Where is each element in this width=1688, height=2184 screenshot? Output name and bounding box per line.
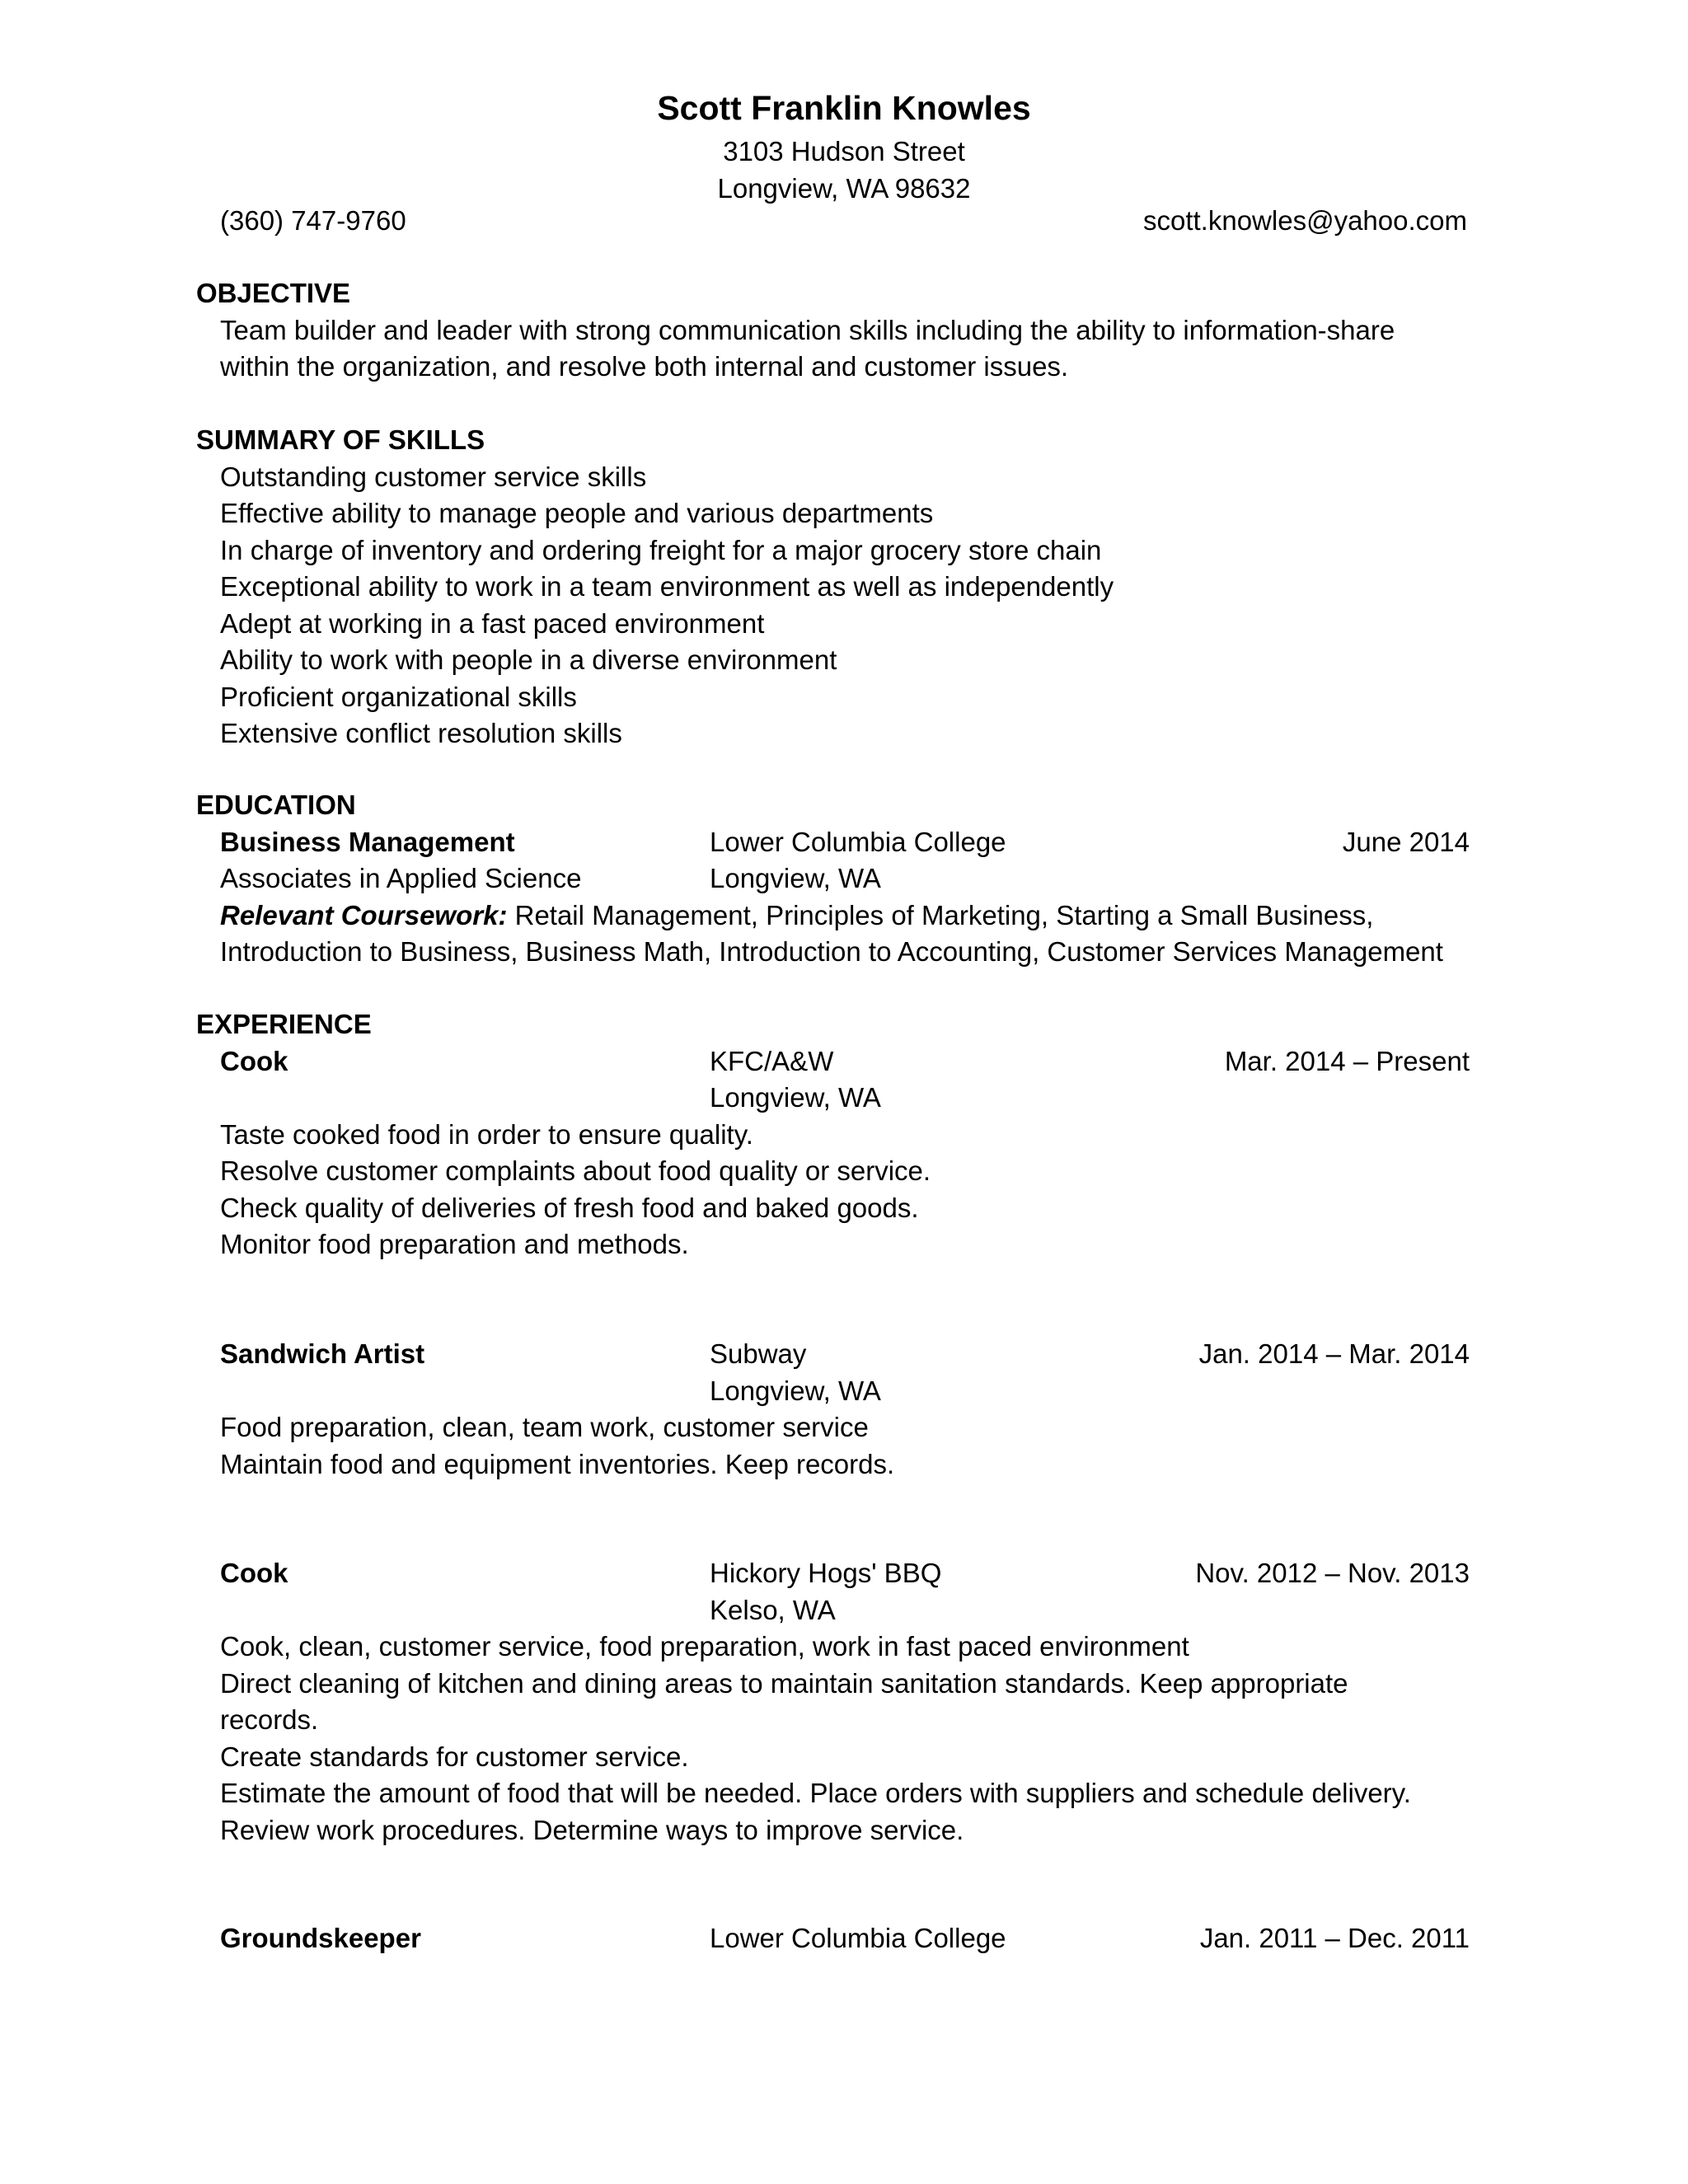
graduation-date: June 2014 xyxy=(1342,826,1470,857)
objective-text-line: Team builder and leader with strong communication skills including the ability to information-share xyxy=(220,314,1395,345)
job-title: Cook xyxy=(220,1045,288,1076)
job-duty: Food preparation, clean, team work, customer service xyxy=(220,1412,869,1442)
job-header-row xyxy=(220,1336,1470,1373)
job-duty: records. xyxy=(220,1704,319,1735)
coursework-line: Introduction to Business, Business Math, Introduction to Accounting, Customer Services Management xyxy=(220,936,1443,967)
skill-item: Effective ability to manage people and various departments xyxy=(220,498,934,528)
education-section xyxy=(196,787,1470,971)
coursework-label: Relevant Coursework: xyxy=(220,899,508,930)
city-state-zip: Longview, WA 98632 xyxy=(717,172,971,204)
job-location-row xyxy=(220,1080,1470,1117)
job-header-row xyxy=(220,1555,1470,1592)
skill-item: Exceptional ability to work in a team environment as well as independently xyxy=(220,571,1114,602)
skill-item: Ability to work with people in a diverse environment xyxy=(220,644,837,675)
job-duty: Monitor food preparation and methods. xyxy=(220,1229,689,1259)
job-location: Kelso, WA xyxy=(710,1594,836,1625)
job-location-row xyxy=(220,1592,1470,1629)
job-location: Longview, WA xyxy=(710,1375,881,1406)
degree-name: Business Management xyxy=(220,826,515,857)
job-duty: Create standards for customer service. xyxy=(220,1741,689,1772)
objective-text-line: within the organization, and resolve both internal and customer issues. xyxy=(220,351,1069,382)
job-duty: Check quality of deliveries of fresh food and baked goods. xyxy=(220,1192,919,1223)
education-row xyxy=(220,824,1470,861)
experience-section xyxy=(196,1006,1470,1263)
job-dates: Nov. 2012 – Nov. 2013 xyxy=(1195,1558,1470,1588)
job-duty: Review work procedures. Determine ways to improve service. xyxy=(220,1814,964,1845)
job-duty: Taste cooked food in order to ensure quality. xyxy=(220,1118,753,1150)
experience-heading: EXPERIENCE xyxy=(196,1009,372,1039)
job-location: Longview, WA xyxy=(710,1082,881,1113)
job-entry xyxy=(196,1920,1470,1957)
job-dates: Jan. 2011 – Dec. 2011 xyxy=(1199,1923,1470,1953)
job-duty: Estimate the amount of food that will be needed. Place orders with suppliers and schedule delivery. xyxy=(220,1778,1411,1808)
education-heading: EDUCATION xyxy=(196,790,356,820)
job-title: Cook xyxy=(220,1558,288,1588)
contact-line xyxy=(220,203,1467,240)
email-address: scott.knowles@yahoo.com xyxy=(1142,205,1467,236)
job-header-row xyxy=(220,1043,1470,1080)
skill-item: Outstanding customer service skills xyxy=(220,461,647,492)
phone-number: (360) 747-9760 xyxy=(220,205,406,236)
job-duty: Direct cleaning of kitchen and dining areas to maintain sanitation standards. Keep appropriate xyxy=(220,1667,1348,1699)
job-duty: Maintain food and equipment inventories. Keep records. xyxy=(220,1448,895,1479)
job-entry xyxy=(196,1336,1470,1483)
job-dates: Mar. 2014 – Present xyxy=(1224,1045,1470,1076)
candidate-name: Scott Franklin Knowles xyxy=(657,89,1031,127)
coursework-line xyxy=(220,898,1470,935)
job-location-row xyxy=(220,1373,1470,1410)
objective-section xyxy=(196,275,1470,386)
school-name: Lower Columbia College xyxy=(710,826,1006,857)
job-title: Sandwich Artist xyxy=(220,1338,425,1369)
job-employer: Lower Columbia College xyxy=(710,1923,1006,1953)
skills-section xyxy=(196,422,1470,752)
job-employer: Subway xyxy=(710,1338,807,1369)
resume-header xyxy=(0,82,1688,207)
job-dates: Jan. 2014 – Mar. 2014 xyxy=(1198,1338,1470,1369)
skill-item: Extensive conflict resolution skills xyxy=(220,718,622,748)
job-employer: KFC/A&W xyxy=(710,1045,834,1076)
skill-item: In charge of inventory and ordering freight for a major grocery store chain xyxy=(220,534,1102,565)
job-header-row xyxy=(220,1920,1470,1957)
job-duty: Cook, clean, customer service, food preparation, work in fast paced environment xyxy=(220,1631,1189,1661)
degree-type: Associates in Applied Science xyxy=(220,863,582,893)
school-location: Longview, WA xyxy=(710,863,881,893)
street-address: 3103 Hudson Street xyxy=(723,136,965,166)
objective-heading: OBJECTIVE xyxy=(196,278,351,308)
coursework-text: Retail Management, Principles of Marketing, Starting a Small Business, xyxy=(507,899,1374,930)
skill-item: Adept at working in a fast paced environment xyxy=(220,607,765,639)
job-employer: Hickory Hogs' BBQ xyxy=(710,1558,942,1588)
skill-item: Proficient organizational skills xyxy=(220,681,577,712)
skills-heading: SUMMARY OF SKILLS xyxy=(196,424,485,455)
job-title: Groundskeeper xyxy=(220,1923,421,1953)
education-row xyxy=(220,860,1470,898)
job-duty: Resolve customer complaints about food quality or service. xyxy=(220,1155,931,1186)
job-entry xyxy=(196,1555,1470,1849)
